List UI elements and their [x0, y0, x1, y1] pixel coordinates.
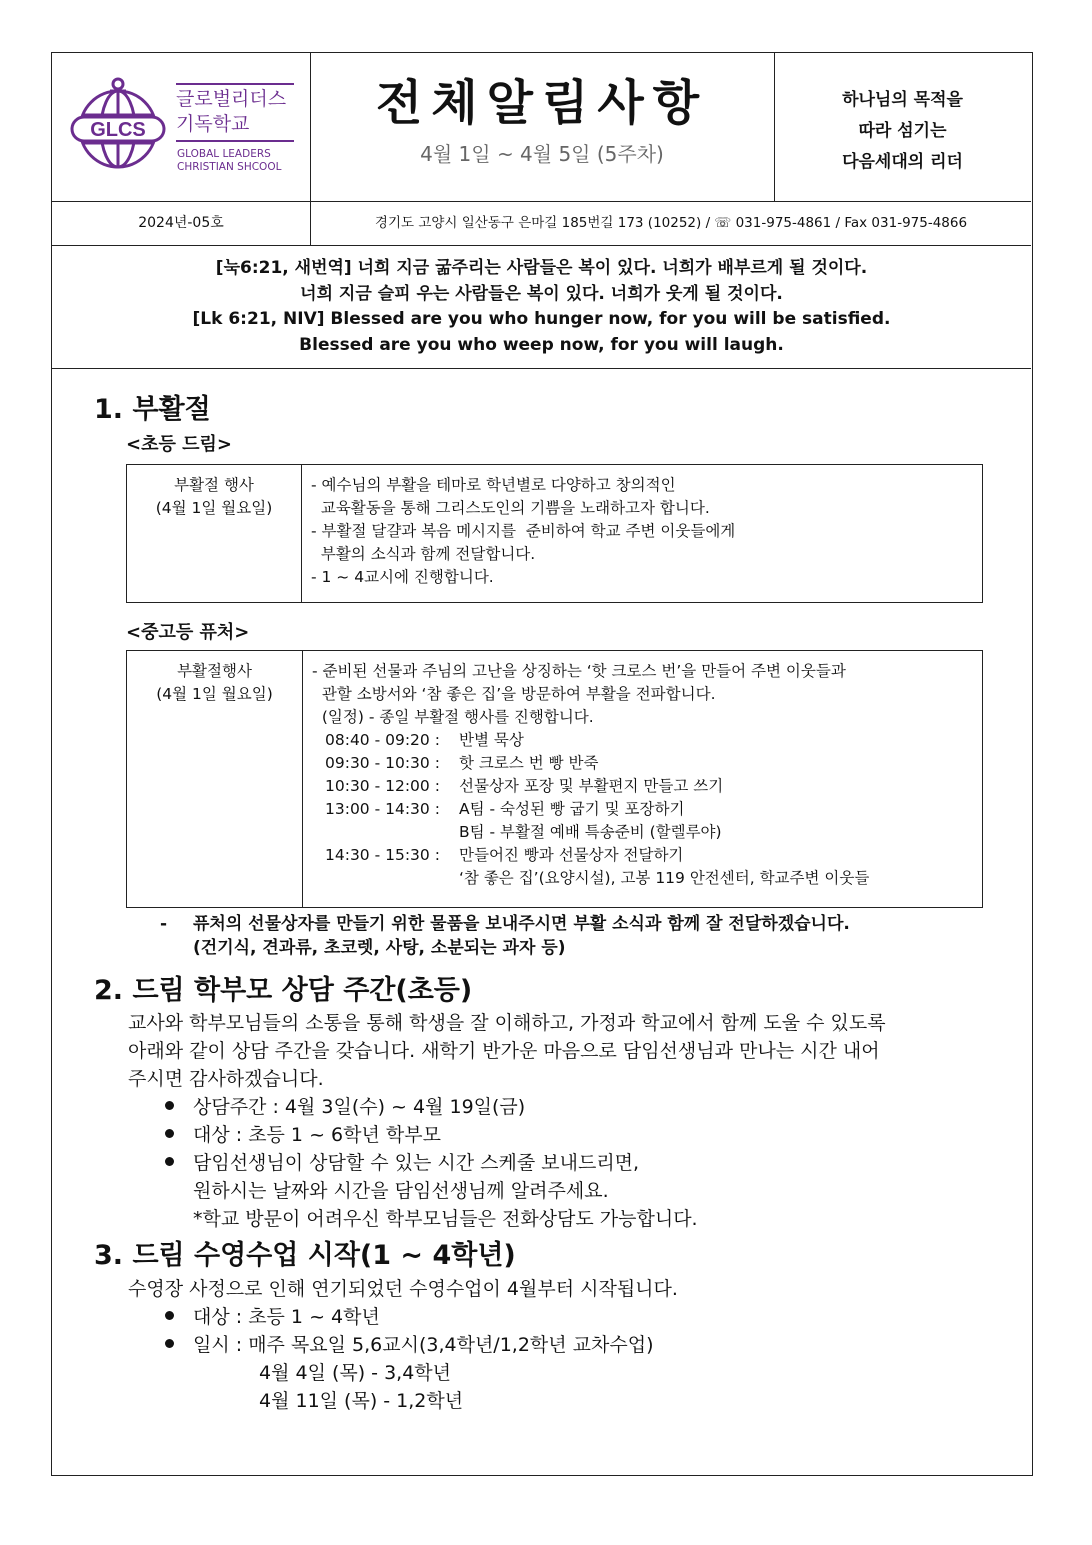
logo-name-ko-2: 기독학교	[176, 113, 250, 135]
event-detail: 교육활동을 통해 그리스도인의 기쁨을 노래하고자 합니다.	[311, 499, 710, 517]
motto-block	[774, 53, 1031, 201]
list-item	[165, 1303, 380, 1331]
school-logo	[52, 53, 311, 201]
logo-name-en-1: GLOBAL LEADERS	[177, 148, 271, 160]
section3-heading: 3. 드림 수영수업 시작(1 ~ 4학년)	[94, 1240, 516, 1271]
event-date: (4월 1일 월요일)	[156, 685, 273, 703]
list-item	[165, 1093, 525, 1121]
bullet-icon	[165, 1311, 174, 1320]
bullet-icon	[165, 1339, 174, 1348]
schedule-time: 10:30 - 12:00 :	[325, 777, 440, 795]
motto-line: 다음세대의 리더	[842, 152, 963, 172]
verse-line: 너희 지금 슬피 우는 사람들은 복이 있다. 너희가 웃게 될 것이다.	[300, 283, 783, 304]
header	[52, 53, 1031, 202]
verse-line: [눅6:21, 새번역] 너희 지금 굶주리는 사람들은 복이 있다. 너희가 배부르게 될 것이다.	[215, 258, 868, 278]
newsletter-page	[51, 52, 1033, 1476]
schedule-desc: A팀 - 숙성된 빵 굽기 및 포장하기	[459, 800, 685, 818]
event-detail: - 예수님의 부활을 테마로 학년별로 다양하고 창의적인	[311, 476, 676, 494]
verse-line: Blessed are you who weep now, for you will laugh.	[299, 334, 784, 355]
date-range: 4월 1일 ~ 4월 5일 (5주차)	[420, 142, 664, 166]
schedule-time: 14:30 - 15:30 :	[325, 846, 440, 864]
elementary-label: <초등 드림>	[126, 434, 232, 455]
bullet-continuation: 원하시는 날짜와 시간을 담임선생님께 알려주세요.	[193, 1180, 609, 1202]
secondary-event-table	[126, 650, 983, 908]
issue-number: 2024년-05호	[52, 201, 311, 245]
bullet-text: 대상 : 초등 1 ~ 4학년	[193, 1306, 380, 1328]
event-detail: 부활의 소식과 함께 전달합니다.	[311, 545, 536, 563]
schedule-row	[312, 821, 982, 844]
list-item	[165, 1121, 441, 1149]
section3-body: 수영장 사정으로 인해 연기되었던 수영수업이 4월부터 시작됩니다.	[128, 1278, 678, 1300]
event-detail: - 준비된 선물과 주님의 고난을 상징하는 ‘핫 크로스 번’을 만들어 주변 이웃들과	[312, 662, 846, 680]
motto-line: 하나님의 목적을	[842, 90, 963, 110]
section2-heading: 2. 드림 학부모 상담 주간(초등)	[94, 975, 473, 1006]
schedule-row	[312, 844, 982, 867]
section2-body	[128, 1009, 886, 1093]
globe-cross-icon	[68, 75, 168, 175]
schedule-row	[312, 729, 982, 752]
event-detail: (일정) - 종일 부활절 행사를 진행합니다.	[312, 708, 594, 726]
event-name: 부활절 행사	[174, 476, 254, 494]
event-detail: - 1 ~ 4교시에 진행합니다.	[311, 568, 494, 586]
body-line: 주시면 감사하겠습니다.	[128, 1068, 324, 1090]
logo-divider	[176, 83, 294, 85]
schedule-time: 13:00 - 14:30 :	[325, 800, 440, 818]
body-line: 교사와 학부모님들의 소통을 통해 학생을 잘 이해하고, 가정과 학교에서 함께 도울 수 있도록	[128, 1012, 886, 1034]
section1-heading: 1. 부활절	[94, 394, 211, 425]
schedule-desc: B팀 - 부활절 예배 특송준비 (할렐루야)	[459, 823, 722, 841]
list-item	[165, 1331, 654, 1359]
event-detail: - 부활절 달걀과 복음 메시지를 준비하여 학교 주변 이웃들에게	[311, 522, 736, 540]
schedule-time	[312, 867, 459, 890]
schedule-desc: 만들어진 빵과 선물상자 전달하기	[459, 846, 684, 864]
schedule-desc: 핫 크로스 번 빵 반죽	[459, 754, 599, 772]
bullet-text: 일시 : 매주 목요일 5,6교시(3,4학년/1,2학년 교차수업)	[193, 1334, 654, 1356]
bullet-text: 상담주간 : 4월 3일(수) ~ 4월 19일(금)	[193, 1096, 526, 1118]
bullet-continuation: *학교 방문이 어려우신 학부모님들은 전화상담도 가능합니다.	[193, 1208, 698, 1230]
page-title: 전체알림사항	[375, 75, 709, 131]
info-row	[52, 201, 1031, 246]
title-block	[310, 53, 775, 201]
event-name: 부활절행사	[177, 662, 252, 680]
secondary-label: <중고등 퓨처>	[126, 622, 250, 643]
bullet-icon	[165, 1157, 174, 1166]
schedule-desc: ‘참 좋은 집’(요양시설), 고봉 119 안전센터, 학교주변 이웃들	[459, 869, 870, 887]
schedule-row	[312, 798, 982, 821]
event-date: (4월 1일 월요일)	[155, 499, 273, 517]
logo-name-ko-1: 글로벌리더스	[176, 88, 287, 110]
logo-divider	[176, 140, 294, 142]
bullet-text: 담임선생님이 상담할 수 있는 시간 스케줄 보내드리면,	[193, 1152, 640, 1174]
donation-note: 퓨처의 선물상자를 만들기 위한 물품을 보내주시면 부활 소식과 함께 잘 전달하겠습니다.	[193, 914, 850, 934]
swim-date: 4월 4일 (목) - 3,4학년	[259, 1362, 452, 1384]
schedule-time	[312, 821, 459, 844]
schedule-time: 09:30 - 10:30 :	[325, 754, 440, 772]
schedule-desc: 선물상자 포장 및 부활편지 만들고 쓰기	[459, 777, 724, 795]
schedule-row	[312, 867, 982, 890]
logo-name-en-2: CHRISTIAN SHCOOL	[177, 161, 282, 173]
motto-line: 따라 섬기는	[858, 121, 947, 141]
schedule-row	[312, 775, 982, 798]
bullet-text: 대상 : 초등 1 ~ 6학년 학부모	[193, 1124, 441, 1146]
bullet-icon	[165, 1129, 174, 1138]
donation-items: (건기식, 견과류, 초코렛, 사탕, 소분되는 과자 등)	[193, 938, 566, 958]
schedule-desc: 반별 묵상	[459, 731, 524, 749]
event-detail: 관할 소방서와 ‘참 좋은 집’을 방문하여 부활을 전파합니다.	[312, 685, 716, 703]
schedule-time: 08:40 - 09:20 :	[325, 731, 440, 749]
elementary-event-table	[126, 464, 983, 603]
bullet-icon	[165, 1101, 174, 1110]
body-line: 아래와 같이 상담 주간을 갖습니다. 새학기 반가운 마음으로 담임선생님과 만나는 시간 내어	[128, 1040, 880, 1062]
bible-verse	[52, 245, 1031, 369]
swim-date: 4월 11일 (목) - 1,2학년	[259, 1390, 464, 1412]
note-dash: -	[160, 914, 168, 934]
logo-emblem-text: GLCS	[90, 119, 146, 141]
schedule-row	[312, 752, 982, 775]
school-address: 경기도 고양시 일산동구 은마길 185번길 173 (10252) / ☏ 031-975-4861 / Fax 031-975-4866	[374, 215, 968, 231]
list-item	[165, 1149, 639, 1177]
verse-line: [Lk 6:21, NIV] Blessed are you who hunger now, for you will be satisfied.	[192, 309, 891, 329]
